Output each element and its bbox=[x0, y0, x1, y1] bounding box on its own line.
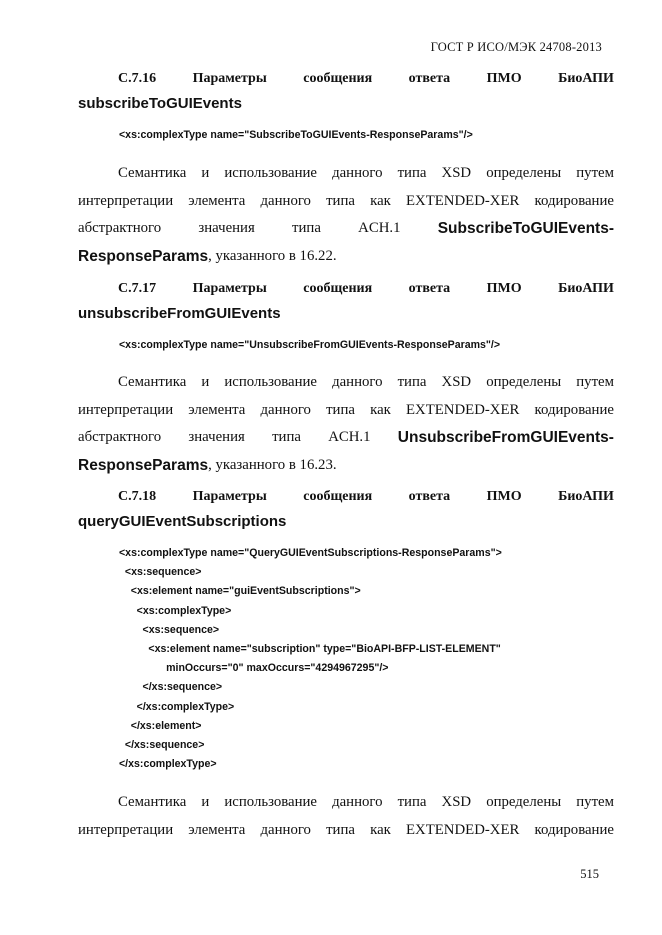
code-line: minOccurs="0" maxOccurs="4294967295"/> bbox=[119, 662, 389, 675]
code-line: <xs:complexType name="QueryGUIEventSubscriptions-ResponseParams"> bbox=[119, 547, 502, 559]
page-number: 515 bbox=[580, 867, 599, 881]
type-name: SubscribeToGUIEvents- bbox=[437, 220, 614, 237]
heading-line: С.7.17 Параметры сообщения ответа ПМО БиоАПИ bbox=[118, 281, 614, 296]
code-line: </xs:complexType> bbox=[119, 700, 235, 713]
heading-line: С.7.16 Параметры сообщения ответа ПМО БиоАПИ bbox=[118, 71, 614, 86]
heading-number: С.7.17 bbox=[118, 281, 157, 296]
code-block bbox=[119, 544, 502, 774]
heading-line: С.7.18 Параметры сообщения ответа ПМО БиоАПИ bbox=[118, 489, 614, 504]
heading-function-name: queryGUIEventSubscriptions bbox=[78, 513, 287, 530]
code-line: <xs:sequence> bbox=[119, 566, 202, 579]
heading-number: С.7.16 bbox=[118, 71, 157, 86]
code-line: <xs:element name="subscription" type="BioAPI-BFP-LIST-ELEMENT" bbox=[119, 643, 501, 656]
code-line: <xs:complexType> bbox=[119, 604, 232, 617]
code-block: <xs:complexType name="SubscribeToGUIEvents-ResponseParams"/> bbox=[119, 129, 473, 141]
paragraph-line: Семантика и использование данного типа XSD определены путем bbox=[118, 165, 614, 181]
code-line: </xs:sequence> bbox=[119, 681, 223, 694]
paragraph-line: интерпретации элемента данного типа как EXTENDED-XER кодирование bbox=[78, 401, 614, 418]
paragraph-line: абстрактного значения типа ACH.1 UnsubscribeFromGUIEvents- bbox=[78, 424, 614, 452]
code-line: <xs:element name="guiEventSubscriptions"> bbox=[119, 585, 361, 598]
paragraph-line: ResponseParams , указанного в 16.22. bbox=[78, 243, 614, 271]
heading-number: С.7.18 bbox=[118, 489, 157, 504]
code-line: <xs:sequence> bbox=[119, 623, 220, 636]
paragraph-line: интерпретации элемента данного типа как EXTENDED-XER кодирование bbox=[78, 192, 614, 209]
code-line: </xs:element> bbox=[119, 719, 202, 732]
paragraph-line: ResponseParams , указанного в 16.23. bbox=[78, 452, 614, 480]
code-line: </xs:sequence> bbox=[119, 739, 205, 752]
paragraph-line: абстрактного значения типа ACH.1 SubscribeToGUIEvents- bbox=[78, 215, 614, 243]
code-block: <xs:complexType name="UnsubscribeFromGUIEvents-ResponseParams"/> bbox=[119, 339, 501, 351]
paragraph-line: Семантика и использование данного типа XSD определены путем bbox=[118, 374, 614, 390]
section-heading-c7-18 bbox=[78, 489, 614, 530]
type-name: ResponseParams bbox=[78, 247, 209, 265]
document-header: ГОСТ Р ИСО/МЭК 24708-2013 bbox=[430, 40, 602, 54]
section-heading-c7-16 bbox=[78, 71, 614, 112]
section-heading-c7-17 bbox=[78, 281, 614, 322]
paragraph-line: интерпретации элемента данного типа как EXTENDED-XER кодирование bbox=[78, 821, 614, 838]
paragraph bbox=[78, 369, 614, 479]
paragraph-line: Семантика и использование данного типа XSD определены путем bbox=[118, 794, 614, 810]
type-name: UnsubscribeFromGUIEvents- bbox=[397, 429, 614, 446]
paragraph bbox=[78, 160, 614, 270]
type-name: ResponseParams bbox=[78, 456, 209, 474]
heading-function-name: unsubscribeFromGUIEvents bbox=[78, 305, 281, 322]
code-line: </xs:complexType> bbox=[119, 758, 217, 771]
paragraph bbox=[78, 789, 614, 844]
heading-function-name: subscribeToGUIEvents bbox=[78, 95, 242, 112]
